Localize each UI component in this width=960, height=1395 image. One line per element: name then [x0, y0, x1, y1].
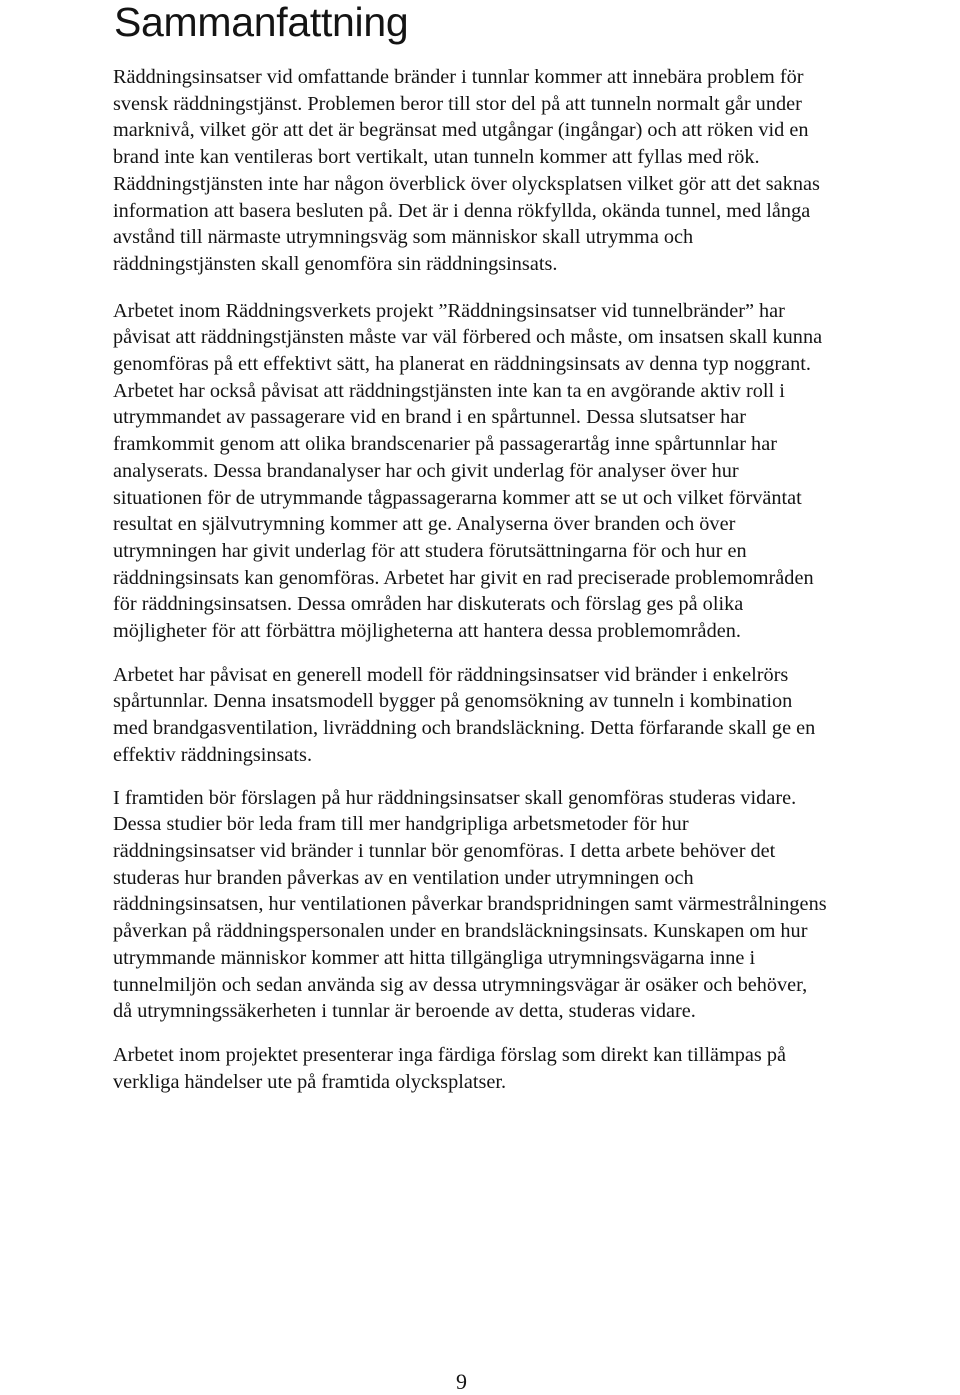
summary-body	[113, 64, 829, 1114]
summary-paragraph-5: Arbetet inom projektet presenterar inga färdiga förslag som direkt kan tillämpas på verkliga händelser ute på framtida olycksplatser.	[113, 1043, 786, 1093]
page-title: Sammanfattning	[114, 0, 409, 45]
summary-paragraph-4: I framtiden bör förslagen på hur räddningsinsatser skall genomföras studeras vidare. Dessa studier bör leda fram till mer handgripliga arbetsmetoder för hur räddningsinsatser vid bränder i tunnlar bör genomföras. I detta arbete behöver det studeras hur branden påverkas av en ventilation under utrymningen och räddningsinsatsen, hur ventilationen påverkar brandspridningen samt värmestrålningens påverkan på räddningspersonalen under en brandsläckningsinsats. Kunskapen om hur utrymmande människor kommer att hitta tillgängliga utrymningsvägarna inne i tunnelmiljön och sedan använda sig av dessa utrymningsvägar är osäker och behöver, då utrymningssäkerheten i tunnlar är beroende av detta, studeras vidare.	[113, 786, 827, 1023]
summary-paragraph-1: Räddningsinsatser vid omfattande bränder i tunnlar kommer att innebära problem för svensk räddningstjänst. Problemen beror till stor del på att tunneln normalt går under marknivå, vilket gör att det är begränsat med utgångar (ingångar) och att röken vid en brand inte kan ventileras bort vertikalt, utan tunneln kommer att fyllas med rök. Räddningstjänsten inte har någon överblick över olycksplatsen vilket gör att det saknas information att basera besluten på. Det är i denna rökfyllda, okända tunnel, med långa avstånd till närmaste utrymningsväg som människor skall utrymma och räddningstjänsten skall genomföra sin räddningsinsats.	[113, 66, 820, 275]
summary-paragraph-2: Arbetet inom Räddningsverkets projekt ”Räddningsinsatser vid tunnelbränder” har påvisat att räddningstjänsten måste var väl förbered och måste, om insatsen skall kunna genomföras på ett effektivt sätt, ha planerat en räddningsinsats av denna typ noggrant. Arbetet har också påvisat att räddningstjänsten inte kan ta en avgörande aktiv roll i utrymmandet av passagerare vid en brand i en spårtunnel. Dessa slutsatser har framkommit genom att olika brandscenarier på passagerartåg inne spårtunnlar har analyserats. Dessa brandanalyser har och givit underlag för analyser över hur situationen för de utrymmande tågpassagerarna kommer att se ut och vilket förväntat resultat en självutrymning kommer att ge. Analyserna över branden och över utrymningen har givit underlag för att studera förutsättningarna för och hur en räddningsinsats kan genomföras. Arbetet har givit en rad preciserade problemområden för räddningsinsatsen. Dessa områden har diskuterats och förslag ges på olika möjligheter för att förbättra möjligheterna att hantera dessa problemområden.	[113, 299, 823, 643]
page-number: 9	[456, 1369, 467, 1394]
summary-paragraph-3: Arbetet har påvisat en generell modell för räddningsinsatser vid bränder i enkelrörs spårtunnlar. Denna insatsmodell bygger på genomsökning av tunneln i kombination med brandgasventilation, livräddning och brandsläckning. Detta förfarande skall ge en effektiv räddningsinsats.	[113, 663, 816, 766]
